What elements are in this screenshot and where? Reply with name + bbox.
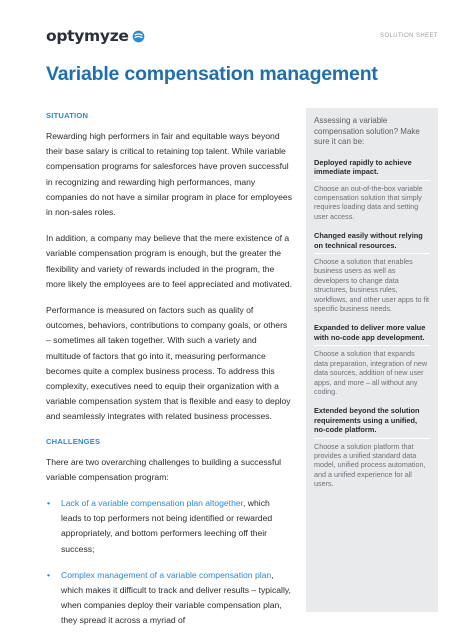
sidebar-intro: Assessing a variable compensation solution? Make sure it can be: bbox=[314, 116, 420, 147]
sidebar-item-extended bbox=[314, 406, 430, 488]
sidebar-item-text: Choose a solution that expands data preparation, integration of new data sources, addition of new user apps, and more – all without any coding. bbox=[314, 349, 428, 396]
challenges-heading: CHALLENGES bbox=[46, 436, 101, 446]
bullet-icon: • bbox=[47, 498, 51, 509]
page-title: Variable compensation management bbox=[46, 63, 378, 85]
sidebar-item-heading: Extended beyond the solution requirements using a unified, no-code platform. bbox=[314, 406, 420, 435]
main-content bbox=[46, 111, 292, 640]
document-type-label: SOLUTION SHEET bbox=[380, 33, 438, 39]
situation-paragraph-2: In addition, a company may believe that the mere existence of a variable compensation program is enough, but the greater the flexibility and variety of rewards included in the program, the more likely the employees are to feel appreciated and motivated. bbox=[46, 233, 293, 289]
bullet-icon: • bbox=[47, 569, 51, 580]
logo-wordmark: optymyze bbox=[46, 27, 129, 45]
challenge-item-2-text: , which makes it difficult to track and deliver results – typically, when companies deploy their variable compensation plan, they spread it across a myriad of bbox=[61, 569, 291, 626]
sidebar-item-heading: Changed easily without relying on technical resources. bbox=[314, 231, 423, 250]
challenge-item-2-highlight: Complex management of a variable compensation plan bbox=[61, 569, 272, 580]
challenge-item-1 bbox=[46, 496, 292, 557]
situation-paragraph-3: Performance is measured on factors such as quality of outcomes, behaviors, contributions to company goals, or others – sometimes all taken together. With such a variety and multitude of factors that go into it, measuring performance becomes quite a complex business process. To address this complexity, executives need to equip their organization with a variable compensation system that is flexible and easy to deploy and seamlessly integrates with related business processes. bbox=[46, 305, 291, 422]
challenges-intro: There are two overarching challenges to building a successful variable compensation program: bbox=[46, 456, 282, 482]
sidebar-item-expanded bbox=[314, 323, 430, 396]
sidebar-divider bbox=[314, 438, 430, 439]
sidebar-item-changed bbox=[314, 231, 430, 313]
sidebar-item-text: Choose a solution platform that provides a unified standard data model, unified process automation, and a unified experience for all users. bbox=[314, 441, 426, 489]
sidebar-item-deployed bbox=[314, 158, 430, 221]
situation-paragraph-1: Rewarding high performers in fair and equitable ways beyond their base salary is critical to retaining top talent. While variable compensation programs for salesforces have proven successful in recognizing and rewarding high performances, many companies do not have a similar program in place for employees in non-sales roles. bbox=[46, 131, 293, 218]
logo-swirl-icon bbox=[132, 30, 145, 43]
sidebar-item-text: Choose a solution that enables business users as well as developers to change data structures, business rules, workflows, and other user apps to fit specific business needs. bbox=[314, 257, 430, 314]
situation-heading: SITUATION bbox=[46, 111, 89, 120]
sidebar-divider bbox=[314, 345, 430, 346]
challenges-list bbox=[46, 496, 292, 629]
challenge-item-1-text: , which leads to top performers not being identified or rewarded appropriately, and bottom performers leeching off their success; bbox=[61, 498, 273, 554]
sidebar-item-text: Choose an out-of-the-box variable compensation solution that simply requires loading data and setting user access. bbox=[314, 183, 423, 221]
sidebar-divider bbox=[314, 180, 430, 181]
assessment-sidebar bbox=[306, 108, 438, 612]
sidebar-item-heading: Expanded to deliver more value with no-code app development. bbox=[314, 323, 426, 342]
sidebar-divider bbox=[314, 253, 430, 254]
challenge-item-2 bbox=[46, 568, 292, 629]
sidebar-item-heading: Deployed rapidly to achieve immediate impact. bbox=[314, 157, 412, 177]
company-logo bbox=[46, 27, 145, 45]
challenge-item-1-highlight: Lack of a variable compensation plan altogether bbox=[61, 498, 244, 509]
